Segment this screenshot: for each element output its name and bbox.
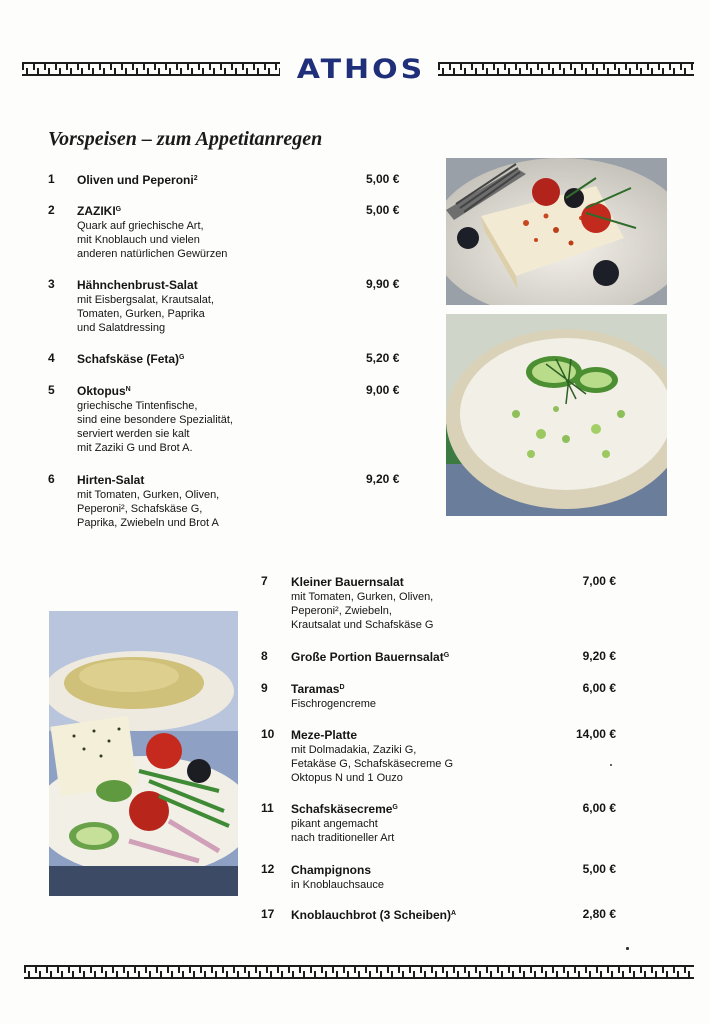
item-description: Paprika, Zwiebeln und Brot A — [77, 517, 219, 529]
item-description: Krautsalat und Schafskäse G — [291, 619, 434, 631]
item-description: und Salatdressing — [77, 322, 166, 334]
item-description: griechische Tintenfische, — [77, 400, 198, 412]
ink-dot — [610, 764, 612, 766]
meander-border-bottom — [24, 965, 694, 979]
menu-item-2 — [48, 203, 408, 263]
item-price: 6,00 € — [582, 801, 616, 815]
menu-item-3 — [48, 277, 408, 337]
item-name: Schafskäsecreme$^G$ — [291, 802, 398, 816]
athos-logo: ATHOS — [296, 53, 426, 86]
item-description: mit Knoblauch und vielen — [77, 234, 200, 246]
item-name: Hirten-Salat — [77, 473, 145, 487]
item-price: 6,00 € — [582, 681, 616, 695]
item-description: pikant angemacht — [291, 818, 378, 830]
item-description: mit Zaziki G und Brot A. — [77, 442, 193, 454]
item-price: 5,00 € — [582, 862, 616, 876]
item-description: Peperoni², Zwiebeln, — [291, 605, 392, 617]
item-name: Champignons — [291, 863, 371, 877]
item-description: Tomaten, Gurken, Paprika — [77, 308, 205, 320]
item-number: 17 — [261, 907, 275, 921]
item-price: 7,00 € — [582, 574, 616, 588]
item-name: Knoblauchbrot (3 Scheiben)$^A$ — [291, 908, 457, 922]
menu-item-8 — [261, 649, 616, 667]
item-description: mit Dolmadakia, Zaziki G, — [291, 744, 417, 756]
menu-item-5 — [48, 383, 408, 457]
zaziki-bowl-photo — [446, 314, 667, 516]
item-price: 5,00 € — [366, 172, 400, 186]
item-description: anderen natürlichen Gewürzen — [77, 248, 228, 260]
item-price: 5,20 € — [366, 351, 400, 365]
feta-plate-image — [446, 158, 667, 305]
feta-with-tomatoes-photo — [446, 158, 667, 305]
meander-border-top-right — [438, 62, 694, 76]
menu-item-10 — [261, 727, 616, 787]
item-name: Schafskäse (Feta)$^G$ — [77, 352, 185, 366]
item-description: mit Eisbergsalat, Krautsalat, — [77, 294, 214, 306]
menu-item-7 — [261, 574, 616, 634]
item-price: 2,80 € — [582, 907, 616, 921]
item-name: Oliven und Peperoni$^2$ — [77, 173, 198, 187]
item-description: serviert werden sie kalt — [77, 428, 190, 440]
item-number: 2 — [48, 203, 55, 217]
ink-dot — [626, 947, 629, 950]
menu-item-12 — [261, 862, 616, 894]
item-price: 9,20 € — [582, 649, 616, 663]
item-description: sind eine besondere Spezialität, — [77, 414, 233, 426]
item-number: 8 — [261, 649, 268, 663]
item-price: 9,90 € — [366, 277, 400, 291]
item-name: Große Portion Bauernsalat$^G$ — [291, 650, 450, 664]
menu-item-17 — [261, 907, 616, 925]
item-description: nach traditioneller Art — [291, 832, 395, 844]
item-price: 14,00 € — [575, 727, 616, 741]
item-number: 12 — [261, 862, 275, 876]
item-description: in Knoblauchsauce — [291, 879, 384, 891]
item-number: 10 — [261, 727, 275, 741]
item-name: $ZAZIKI^G$ — [77, 204, 122, 218]
item-description: Quark auf griechische Art, — [77, 220, 204, 232]
item-number: 9 — [261, 681, 268, 695]
item-number: 6 — [48, 472, 55, 486]
item-name: Oktopus$^N$ — [77, 384, 131, 398]
farmer-salad-photo — [49, 611, 238, 896]
section-title: Vorspeisen – zum Appetitanregen — [48, 128, 323, 150]
zaziki-bowl-image — [446, 314, 667, 516]
item-number: 5 — [48, 383, 55, 397]
salad-plate-image — [49, 611, 238, 896]
item-description: Fetakäse G, Schafskäsecreme G — [291, 758, 454, 770]
item-price: 9,20 € — [366, 472, 400, 486]
item-number: 4 — [48, 351, 55, 365]
item-name: Hähnchenbrust-Salat — [77, 278, 198, 292]
item-price: 9,00 € — [366, 383, 400, 397]
item-description: mit Tomaten, Gurken, Oliven, — [291, 591, 434, 603]
meander-border-top-left — [22, 62, 280, 76]
item-description: mit Tomaten, Gurken, Oliven, — [77, 489, 220, 501]
item-number: 3 — [48, 277, 55, 291]
item-price: 5,00 € — [366, 203, 400, 217]
menu-item-9 — [261, 681, 616, 713]
item-number: 7 — [261, 574, 268, 588]
item-number: 1 — [48, 172, 55, 186]
item-name: Taramas$^D$ — [291, 682, 345, 696]
item-description: Oktopus N und 1 Ouzo — [291, 772, 403, 784]
menu-item-4 — [48, 351, 408, 369]
item-name: Kleiner Bauernsalat — [291, 575, 404, 589]
item-description: Fischrogencreme — [291, 698, 376, 710]
menu-item-11 — [261, 801, 616, 847]
item-name: Meze-Platte — [291, 728, 358, 742]
menu-item-6 — [48, 472, 408, 532]
menu-item-1 — [48, 172, 408, 190]
item-description: Peperoni², Schafskäse G, — [77, 503, 203, 515]
item-number: 11 — [261, 801, 274, 815]
